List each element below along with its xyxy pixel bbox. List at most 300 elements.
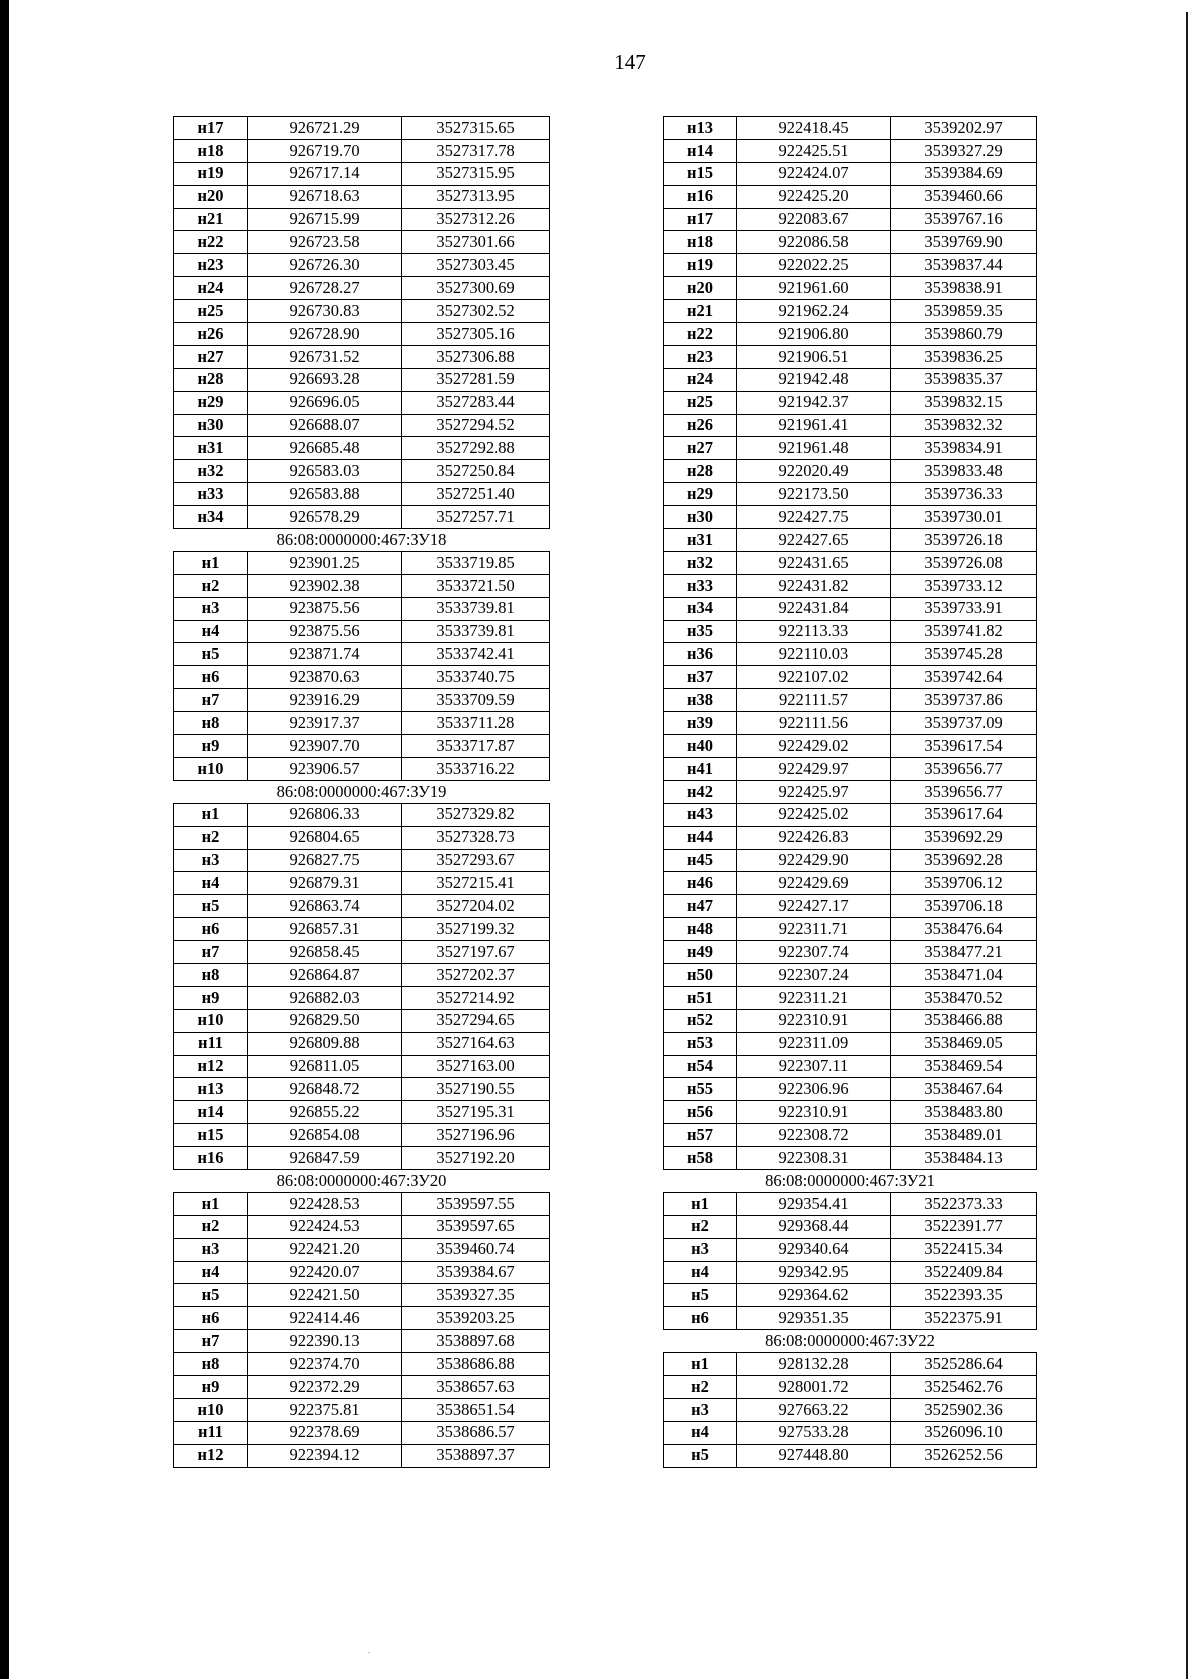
point-label: н16 (664, 185, 737, 208)
x-coordinate: 929368.44 (737, 1215, 891, 1238)
table-row (174, 1421, 550, 1444)
coordinates-table-right-body (664, 117, 1037, 1468)
y-coordinate: 3525462.76 (891, 1375, 1037, 1398)
y-coordinate: 3538469.54 (891, 1055, 1037, 1078)
table-row (174, 826, 550, 849)
table-row (664, 1147, 1037, 1170)
table-row (174, 849, 550, 872)
y-coordinate: 3539834.91 (891, 437, 1037, 460)
y-coordinate: 3527163.00 (402, 1055, 550, 1078)
x-coordinate: 923917.37 (248, 712, 402, 735)
y-coordinate: 3527303.45 (402, 254, 550, 277)
y-coordinate: 3539838.91 (891, 277, 1037, 300)
point-label: н15 (174, 1124, 248, 1147)
table-row (174, 1261, 550, 1284)
table-row (664, 712, 1037, 735)
point-label: н58 (664, 1147, 737, 1170)
point-label: н1 (174, 551, 248, 574)
y-coordinate: 3539736.33 (891, 483, 1037, 506)
y-coordinate: 3527164.63 (402, 1032, 550, 1055)
point-label: н14 (174, 1101, 248, 1124)
x-coordinate: 926696.05 (248, 391, 402, 414)
point-label: н55 (664, 1078, 737, 1101)
x-coordinate: 923916.29 (248, 689, 402, 712)
point-label: н7 (174, 941, 248, 964)
point-label: н19 (174, 162, 248, 185)
coordinates-table-left (173, 116, 550, 1468)
y-coordinate: 3533717.87 (402, 735, 550, 758)
point-label: н14 (664, 139, 737, 162)
x-coordinate: 922086.58 (737, 231, 891, 254)
point-label: н29 (174, 391, 248, 414)
y-coordinate: 3539384.67 (402, 1261, 550, 1284)
x-coordinate: 926848.72 (248, 1078, 402, 1101)
x-coordinate: 922425.20 (737, 185, 891, 208)
x-coordinate: 926879.31 (248, 872, 402, 895)
table-row (174, 1375, 550, 1398)
point-label: н8 (174, 1353, 248, 1376)
y-coordinate: 3539656.77 (891, 757, 1037, 780)
point-label: н5 (174, 895, 248, 918)
x-coordinate: 922424.53 (248, 1215, 402, 1238)
table-row (664, 1444, 1037, 1467)
table-row (664, 735, 1037, 758)
table-row (174, 1147, 550, 1170)
x-coordinate: 926688.07 (248, 414, 402, 437)
point-label: н2 (664, 1375, 737, 1398)
table-row (664, 254, 1037, 277)
x-coordinate: 926715.99 (248, 208, 402, 231)
x-coordinate: 922394.12 (248, 1444, 402, 1467)
table-row (664, 826, 1037, 849)
x-coordinate: 922107.02 (737, 666, 891, 689)
x-coordinate: 921906.80 (737, 323, 891, 346)
point-label: н26 (174, 323, 248, 346)
point-label: н33 (174, 483, 248, 506)
point-label: н13 (174, 1078, 248, 1101)
point-label: н18 (664, 231, 737, 254)
x-coordinate: 926718.63 (248, 185, 402, 208)
y-coordinate: 3527283.44 (402, 391, 550, 414)
x-coordinate: 922431.82 (737, 574, 891, 597)
table-row (174, 963, 550, 986)
y-coordinate: 3522415.34 (891, 1238, 1037, 1261)
point-label: н24 (174, 277, 248, 300)
x-coordinate: 926578.29 (248, 506, 402, 529)
y-coordinate: 3527315.65 (402, 117, 550, 140)
table-row (174, 139, 550, 162)
y-coordinate: 3525902.36 (891, 1398, 1037, 1421)
point-label: н38 (664, 689, 737, 712)
point-label: н53 (664, 1032, 737, 1055)
y-coordinate: 3538476.64 (891, 918, 1037, 941)
x-coordinate: 922022.25 (737, 254, 891, 277)
table-row (174, 391, 550, 414)
x-coordinate: 929364.62 (737, 1284, 891, 1307)
y-coordinate: 3527328.73 (402, 826, 550, 849)
y-coordinate: 3539692.29 (891, 826, 1037, 849)
table-row (664, 506, 1037, 529)
point-label: н2 (174, 826, 248, 849)
x-coordinate: 927533.28 (737, 1421, 891, 1444)
x-coordinate: 926717.14 (248, 162, 402, 185)
y-coordinate: 3527214.92 (402, 986, 550, 1009)
y-coordinate: 3533739.81 (402, 620, 550, 643)
y-coordinate: 3533742.41 (402, 643, 550, 666)
y-coordinate: 3527195.31 (402, 1101, 550, 1124)
table-row (664, 483, 1037, 506)
point-label: н34 (174, 506, 248, 529)
x-coordinate: 922427.17 (737, 895, 891, 918)
point-label: н19 (664, 254, 737, 277)
x-coordinate: 926723.58 (248, 231, 402, 254)
table-row (174, 1124, 550, 1147)
x-coordinate: 926863.74 (248, 895, 402, 918)
x-coordinate: 926827.75 (248, 849, 402, 872)
table-row (174, 1353, 550, 1376)
table-row (664, 1078, 1037, 1101)
table-row (174, 437, 550, 460)
y-coordinate: 3527301.66 (402, 231, 550, 254)
y-coordinate: 3533719.85 (402, 551, 550, 574)
y-coordinate: 3539737.09 (891, 712, 1037, 735)
table-row (174, 986, 550, 1009)
x-coordinate: 928001.72 (737, 1375, 891, 1398)
x-coordinate: 922390.13 (248, 1330, 402, 1353)
table-row (664, 1238, 1037, 1261)
point-label: н33 (664, 574, 737, 597)
point-label: н9 (174, 735, 248, 758)
point-label: н12 (174, 1055, 248, 1078)
y-coordinate: 3539656.77 (891, 780, 1037, 803)
table-row (174, 1398, 550, 1421)
x-coordinate: 921942.48 (737, 368, 891, 391)
table-row (174, 1101, 550, 1124)
y-coordinate: 3527190.55 (402, 1078, 550, 1101)
y-coordinate: 3539733.12 (891, 574, 1037, 597)
point-label: н5 (664, 1284, 737, 1307)
table-row (174, 345, 550, 368)
y-coordinate: 3539384.69 (891, 162, 1037, 185)
point-label: н6 (664, 1307, 737, 1330)
point-label: н48 (664, 918, 737, 941)
y-coordinate: 3539617.64 (891, 803, 1037, 826)
point-label: н37 (664, 666, 737, 689)
parcel-header-row (174, 529, 550, 552)
y-coordinate: 3527315.95 (402, 162, 550, 185)
y-coordinate: 3527300.69 (402, 277, 550, 300)
y-coordinate: 3527257.71 (402, 506, 550, 529)
table-row (664, 1032, 1037, 1055)
table-row (664, 941, 1037, 964)
point-label: н6 (174, 1307, 248, 1330)
table-row (174, 208, 550, 231)
table-row (664, 986, 1037, 1009)
y-coordinate: 3539706.12 (891, 872, 1037, 895)
point-label: н30 (174, 414, 248, 437)
table-row (174, 574, 550, 597)
x-coordinate: 926583.88 (248, 483, 402, 506)
x-coordinate: 922429.97 (737, 757, 891, 780)
y-coordinate: 3539460.74 (402, 1238, 550, 1261)
table-row (664, 780, 1037, 803)
parcel-header-row (174, 780, 550, 803)
y-coordinate: 3527196.96 (402, 1124, 550, 1147)
x-coordinate: 922427.65 (737, 529, 891, 552)
point-label: н1 (664, 1353, 737, 1376)
point-label: н34 (664, 597, 737, 620)
point-label: н49 (664, 941, 737, 964)
table-row (174, 643, 550, 666)
x-coordinate: 929340.64 (737, 1238, 891, 1261)
x-coordinate: 926882.03 (248, 986, 402, 1009)
x-coordinate: 922425.02 (737, 803, 891, 826)
x-coordinate: 922418.45 (737, 117, 891, 140)
x-coordinate: 922310.91 (737, 1009, 891, 1032)
point-label: н27 (174, 345, 248, 368)
point-label: н23 (664, 345, 737, 368)
table-row (664, 117, 1037, 140)
x-coordinate: 928132.28 (737, 1353, 891, 1376)
parcel-header-row (664, 1330, 1037, 1353)
x-coordinate: 923875.56 (248, 597, 402, 620)
table-row (174, 1055, 550, 1078)
table-row (664, 849, 1037, 872)
y-coordinate: 3539730.01 (891, 506, 1037, 529)
table-row (664, 574, 1037, 597)
point-label: н17 (664, 208, 737, 231)
x-coordinate: 923871.74 (248, 643, 402, 666)
y-coordinate: 3527317.78 (402, 139, 550, 162)
table-row (664, 895, 1037, 918)
point-label: н15 (664, 162, 737, 185)
point-label: н2 (174, 1215, 248, 1238)
table-row (664, 620, 1037, 643)
point-label: н24 (664, 368, 737, 391)
point-label: н21 (664, 300, 737, 323)
y-coordinate: 3533740.75 (402, 666, 550, 689)
x-coordinate: 926858.45 (248, 941, 402, 964)
table-row (174, 872, 550, 895)
table-row (664, 391, 1037, 414)
y-coordinate: 3527312.26 (402, 208, 550, 231)
table-row (664, 1375, 1037, 1398)
point-label: н45 (664, 849, 737, 872)
table-row (664, 1009, 1037, 1032)
y-coordinate: 3539726.18 (891, 529, 1037, 552)
x-coordinate: 922374.70 (248, 1353, 402, 1376)
parcel-cadastral-number: 86:08:0000000:467:ЗУ19 (174, 780, 550, 803)
x-coordinate: 922424.07 (737, 162, 891, 185)
point-label: н50 (664, 963, 737, 986)
y-coordinate: 3538477.21 (891, 941, 1037, 964)
x-coordinate: 921906.51 (737, 345, 891, 368)
scan-edge-right (1186, 12, 1188, 1679)
x-coordinate: 922307.24 (737, 963, 891, 986)
x-coordinate: 923906.57 (248, 757, 402, 780)
x-coordinate: 926731.52 (248, 345, 402, 368)
y-coordinate: 3539597.55 (402, 1192, 550, 1215)
x-coordinate: 922173.50 (737, 483, 891, 506)
point-label: н51 (664, 986, 737, 1009)
x-coordinate: 923875.56 (248, 620, 402, 643)
x-coordinate: 926829.50 (248, 1009, 402, 1032)
table-row (174, 185, 550, 208)
x-coordinate: 922428.53 (248, 1192, 402, 1215)
point-label: н52 (664, 1009, 737, 1032)
table-row (174, 620, 550, 643)
coordinates-table-right (663, 116, 1037, 1468)
x-coordinate: 923902.38 (248, 574, 402, 597)
y-coordinate: 3539597.65 (402, 1215, 550, 1238)
x-coordinate: 921942.37 (737, 391, 891, 414)
x-coordinate: 922421.20 (248, 1238, 402, 1261)
x-coordinate: 926811.05 (248, 1055, 402, 1078)
parcel-cadastral-number: 86:08:0000000:467:ЗУ21 (664, 1169, 1037, 1192)
point-label: н12 (174, 1444, 248, 1467)
table-row (664, 666, 1037, 689)
y-coordinate: 3527294.65 (402, 1009, 550, 1032)
x-coordinate: 922429.69 (737, 872, 891, 895)
table-row (664, 185, 1037, 208)
x-coordinate: 926857.31 (248, 918, 402, 941)
table-row (664, 460, 1037, 483)
point-label: н18 (174, 139, 248, 162)
point-label: н35 (664, 620, 737, 643)
point-label: н25 (174, 300, 248, 323)
point-label: н30 (664, 506, 737, 529)
point-label: н2 (174, 574, 248, 597)
point-label: н56 (664, 1101, 737, 1124)
x-coordinate: 922307.74 (737, 941, 891, 964)
table-row (174, 300, 550, 323)
x-coordinate: 926864.87 (248, 963, 402, 986)
table-row (664, 1192, 1037, 1215)
table-row (664, 345, 1037, 368)
x-coordinate: 926685.48 (248, 437, 402, 460)
point-label: н1 (664, 1192, 737, 1215)
x-coordinate: 922431.65 (737, 551, 891, 574)
table-row (664, 1215, 1037, 1238)
y-coordinate: 3538686.88 (402, 1353, 550, 1376)
x-coordinate: 922429.90 (737, 849, 891, 872)
y-coordinate: 3538657.63 (402, 1375, 550, 1398)
point-label: н13 (664, 117, 737, 140)
parcel-cadastral-number: 86:08:0000000:467:ЗУ18 (174, 529, 550, 552)
x-coordinate: 926726.30 (248, 254, 402, 277)
table-row (174, 918, 550, 941)
point-label: н20 (174, 185, 248, 208)
y-coordinate: 3525286.64 (891, 1353, 1037, 1376)
scan-speck (368, 1652, 370, 1653)
table-row (174, 1444, 550, 1467)
table-row (174, 597, 550, 620)
y-coordinate: 3538897.68 (402, 1330, 550, 1353)
y-coordinate: 3539726.08 (891, 551, 1037, 574)
y-coordinate: 3526252.56 (891, 1444, 1037, 1467)
x-coordinate: 922426.83 (737, 826, 891, 849)
table-row (174, 162, 550, 185)
y-coordinate: 3539769.90 (891, 231, 1037, 254)
table-row (664, 1055, 1037, 1078)
point-label: н4 (174, 620, 248, 643)
coordinates-table-left-body (174, 117, 550, 1468)
table-row (664, 368, 1037, 391)
x-coordinate: 921961.60 (737, 277, 891, 300)
point-label: н31 (174, 437, 248, 460)
x-coordinate: 929354.41 (737, 1192, 891, 1215)
y-coordinate: 3522391.77 (891, 1215, 1037, 1238)
y-coordinate: 3539832.32 (891, 414, 1037, 437)
x-coordinate: 926847.59 (248, 1147, 402, 1170)
table-row (174, 551, 550, 574)
x-coordinate: 922111.56 (737, 712, 891, 735)
point-label: н23 (174, 254, 248, 277)
y-coordinate: 3527251.40 (402, 483, 550, 506)
point-label: н27 (664, 437, 737, 460)
y-coordinate: 3539860.79 (891, 323, 1037, 346)
y-coordinate: 3526096.10 (891, 1421, 1037, 1444)
point-label: н17 (174, 117, 248, 140)
x-coordinate: 926730.83 (248, 300, 402, 323)
x-coordinate: 926721.29 (248, 117, 402, 140)
point-label: н16 (174, 1147, 248, 1170)
point-label: н8 (174, 712, 248, 735)
point-label: н57 (664, 1124, 737, 1147)
y-coordinate: 3539460.66 (891, 185, 1037, 208)
point-label: н29 (664, 483, 737, 506)
y-coordinate: 3538897.37 (402, 1444, 550, 1467)
table-row (664, 597, 1037, 620)
y-coordinate: 3539859.35 (891, 300, 1037, 323)
y-coordinate: 3539741.82 (891, 620, 1037, 643)
x-coordinate: 922308.31 (737, 1147, 891, 1170)
table-row (664, 918, 1037, 941)
y-coordinate: 3533711.28 (402, 712, 550, 735)
table-row (174, 1215, 550, 1238)
x-coordinate: 922307.11 (737, 1055, 891, 1078)
parcel-cadastral-number: 86:08:0000000:467:ЗУ20 (174, 1169, 550, 1192)
y-coordinate: 3538686.57 (402, 1421, 550, 1444)
point-label: н22 (174, 231, 248, 254)
y-coordinate: 3538489.01 (891, 1124, 1037, 1147)
table-row (174, 1284, 550, 1307)
y-coordinate: 3533716.22 (402, 757, 550, 780)
y-coordinate: 3527306.88 (402, 345, 550, 368)
table-row (174, 803, 550, 826)
point-label: н6 (174, 666, 248, 689)
table-row (664, 414, 1037, 437)
y-coordinate: 3539767.16 (891, 208, 1037, 231)
scan-edge-left (0, 0, 9, 1679)
table-row (174, 1192, 550, 1215)
x-coordinate: 926728.27 (248, 277, 402, 300)
table-row (174, 323, 550, 346)
table-row (664, 689, 1037, 712)
parcel-cadastral-number: 86:08:0000000:467:ЗУ22 (664, 1330, 1037, 1353)
x-coordinate: 922110.03 (737, 643, 891, 666)
y-coordinate: 3539832.15 (891, 391, 1037, 414)
y-coordinate: 3533721.50 (402, 574, 550, 597)
x-coordinate: 921962.24 (737, 300, 891, 323)
table-row (174, 757, 550, 780)
x-coordinate: 929351.35 (737, 1307, 891, 1330)
table-row (664, 963, 1037, 986)
x-coordinate: 922425.97 (737, 780, 891, 803)
point-label: н7 (174, 689, 248, 712)
x-coordinate: 922083.67 (737, 208, 891, 231)
table-row (174, 277, 550, 300)
